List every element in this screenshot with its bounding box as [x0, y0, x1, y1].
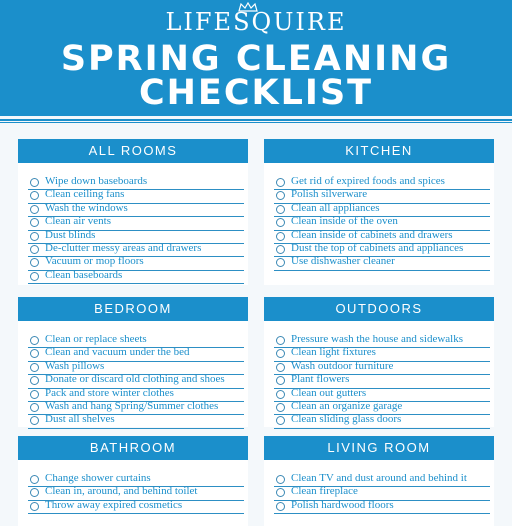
- checkbox-circle-icon[interactable]: [30, 363, 39, 372]
- checklist: [274, 474, 490, 514]
- checkbox-circle-icon[interactable]: [30, 475, 39, 484]
- header-divider-thin: [0, 122, 512, 123]
- checklist-item-label: Clean light fixtures: [291, 346, 376, 359]
- checkbox-circle-icon[interactable]: [30, 349, 39, 358]
- checkbox-circle-icon[interactable]: [276, 376, 285, 385]
- page-title-line2: CHECKLIST: [138, 73, 374, 113]
- checklist-item-label: Pack and store winter clothes: [45, 386, 174, 399]
- checkbox-circle-icon[interactable]: [276, 258, 285, 267]
- checkbox-circle-icon[interactable]: [30, 403, 39, 412]
- checklist: [274, 335, 490, 429]
- checklist-item-label: Clean fireplace: [291, 485, 358, 498]
- checkbox-circle-icon[interactable]: [276, 336, 285, 345]
- checkbox-circle-icon[interactable]: [276, 245, 285, 254]
- checkbox-circle-icon[interactable]: [276, 191, 285, 200]
- checkbox-circle-icon[interactable]: [30, 178, 39, 187]
- checkbox-circle-icon[interactable]: [276, 390, 285, 399]
- header-banner: [0, 0, 512, 116]
- checklist-item-label: Clean and vacuum under the bed: [45, 346, 190, 359]
- checklist-item-label: Dust blinds: [45, 228, 96, 241]
- checkbox-circle-icon[interactable]: [276, 232, 285, 241]
- section-outdoors: [264, 297, 494, 427]
- checklist-item-label: Clean air vents: [45, 215, 111, 228]
- checklist-item-label: Clean inside of cabinets and drawers: [291, 228, 453, 241]
- checklist-item[interactable]: [274, 415, 490, 428]
- checkbox-circle-icon[interactable]: [30, 336, 39, 345]
- checkbox-circle-icon[interactable]: [276, 349, 285, 358]
- brand-logo: LIFESQUIRE: [165, 8, 347, 36]
- section-heading: KITCHEN: [264, 139, 494, 163]
- checklist-item-label: Clean inside of the oven: [291, 215, 398, 228]
- checkbox-circle-icon[interactable]: [30, 272, 39, 281]
- checkbox-circle-icon[interactable]: [30, 502, 39, 511]
- section-kitchen: [264, 139, 494, 285]
- checklist-item[interactable]: [28, 415, 244, 428]
- section-bathroom: [18, 436, 248, 526]
- checklist-item-label: Clean an organize garage: [291, 399, 403, 412]
- checklist: [274, 177, 490, 271]
- checklist-item-label: Pressure wash the house and sidewalks: [291, 333, 463, 345]
- checklist-item-label: De-clutter messy areas and drawers: [45, 241, 202, 254]
- checklist-item-label: Clean all appliances: [291, 201, 380, 214]
- checkbox-circle-icon[interactable]: [276, 416, 285, 425]
- checklist-item-label: Clean baseboards: [45, 268, 123, 281]
- checklist-item-label: Donate or discard old clothing and shoes: [45, 373, 225, 386]
- checkbox-circle-icon[interactable]: [276, 363, 285, 372]
- checklist-item-label: Dust all shelves: [45, 413, 115, 426]
- checkbox-circle-icon[interactable]: [30, 416, 39, 425]
- checklist-item-label: Use dishwasher cleaner: [291, 255, 395, 268]
- checklist-item[interactable]: [274, 257, 490, 270]
- checklist-item[interactable]: [28, 268, 244, 284]
- checkbox-circle-icon[interactable]: [276, 475, 285, 484]
- checkbox-circle-icon[interactable]: [30, 245, 39, 254]
- section-heading: ALL ROOMS: [18, 139, 248, 163]
- section-all-rooms: [18, 139, 248, 285]
- checkbox-circle-icon[interactable]: [276, 178, 285, 187]
- checklist-item-label: Get rid of expired foods and spices: [291, 175, 445, 187]
- checklist-item-label: Wash outdoor furniture: [291, 359, 394, 372]
- section-heading: OUTDOORS: [264, 297, 494, 321]
- checklist-item-label: Wash pillows: [45, 359, 105, 372]
- header-divider: [0, 119, 512, 121]
- checklist-item-label: Wash the windows: [45, 201, 128, 214]
- checklist-item-label: Dust the top of cabinets and appliances: [291, 241, 464, 254]
- section-living-room: [264, 436, 494, 526]
- checkbox-circle-icon[interactable]: [276, 488, 285, 497]
- checklist-item-label: Clean sliding glass doors: [291, 413, 402, 426]
- checklist: [28, 474, 244, 514]
- checklist-item-label: Throw away expired cosmetics: [45, 498, 183, 511]
- checklist-item-label: Vacuum or mop floors: [45, 255, 144, 268]
- checklist-item-label: Clean in, around, and behind toilet: [45, 485, 198, 498]
- checklist: [28, 335, 244, 429]
- checklist: [28, 177, 244, 284]
- page-title-line1: SPRING CLEANING: [60, 39, 452, 79]
- checkbox-circle-icon[interactable]: [30, 488, 39, 497]
- checklist-item-label: Clean out gutters: [291, 386, 367, 399]
- checkbox-circle-icon[interactable]: [276, 205, 285, 214]
- checkbox-circle-icon[interactable]: [276, 502, 285, 511]
- section-heading: BATHROOM: [18, 436, 248, 460]
- checklist-item-label: Clean ceiling fans: [45, 188, 125, 201]
- section-heading: LIVING ROOM: [264, 436, 494, 460]
- checkbox-circle-icon[interactable]: [30, 205, 39, 214]
- checklist-item-label: Wipe down baseboards: [45, 175, 148, 187]
- checkbox-circle-icon[interactable]: [276, 218, 285, 227]
- checklist-item-label: Wash and hang Spring/Summer clothes: [45, 399, 219, 412]
- checklist-item-label: Polish hardwood floors: [291, 498, 394, 511]
- checkbox-circle-icon[interactable]: [276, 403, 285, 412]
- checklist-item-label: Polish silverware: [291, 188, 368, 201]
- checkbox-circle-icon[interactable]: [30, 191, 39, 200]
- checkbox-circle-icon[interactable]: [30, 390, 39, 399]
- checklist-item[interactable]: [274, 498, 490, 514]
- checkbox-circle-icon[interactable]: [30, 218, 39, 227]
- checklist-item[interactable]: [28, 498, 244, 514]
- section-heading: BEDROOM: [18, 297, 248, 321]
- section-bedroom: [18, 297, 248, 427]
- checklist-item-label: Plant flowers: [291, 373, 350, 386]
- checkbox-circle-icon[interactable]: [30, 376, 39, 385]
- checklist-item-label: Clean TV and dust around and behind it: [291, 472, 467, 484]
- checkbox-circle-icon[interactable]: [30, 232, 39, 241]
- checklist-item-label: Change shower curtains: [45, 472, 151, 484]
- checkbox-circle-icon[interactable]: [30, 258, 39, 267]
- checklist-item-label: Clean or replace sheets: [45, 333, 147, 345]
